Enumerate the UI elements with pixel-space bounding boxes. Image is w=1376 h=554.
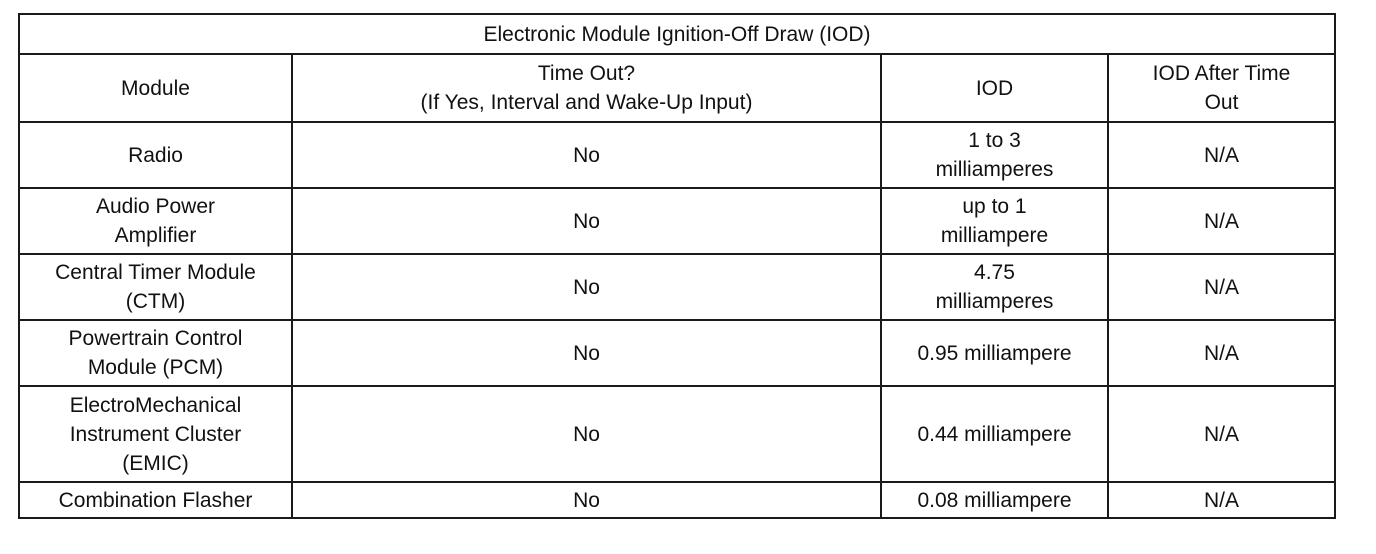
table-header-row (19, 54, 1335, 122)
module-cell: Central Timer Module (CTM) (19, 254, 292, 320)
iod-after-time-out-cell: N/A (1108, 320, 1335, 386)
table-row (19, 386, 1335, 482)
column-header-iod-after-time-out: IOD After Time Out (1108, 54, 1335, 122)
iod-cell: 0.44 milliampere (881, 386, 1108, 482)
iod-after-time-out-cell: N/A (1108, 254, 1335, 320)
iod-cell: up to 1 milliampere (881, 188, 1108, 254)
table-row (19, 254, 1335, 320)
time-out-cell: No (292, 320, 881, 386)
table-row (19, 320, 1335, 386)
time-out-cell: No (292, 482, 881, 518)
module-cell: Radio (19, 122, 292, 188)
iod-after-time-out-cell: N/A (1108, 188, 1335, 254)
table-row (19, 482, 1335, 518)
column-header-module: Module (19, 54, 292, 122)
iod-cell: 4.75 milliamperes (881, 254, 1108, 320)
iod-after-time-out-cell: N/A (1108, 386, 1335, 482)
time-out-cell: No (292, 386, 881, 482)
table-title-row (19, 14, 1335, 54)
module-cell: Audio Power Amplifier (19, 188, 292, 254)
iod-cell: 0.08 milliampere (881, 482, 1108, 518)
module-cell: Combination Flasher (19, 482, 292, 518)
column-header-time-out: Time Out? (If Yes, Interval and Wake-Up Input) (292, 54, 881, 122)
table-row (19, 188, 1335, 254)
time-out-cell: No (292, 122, 881, 188)
table-title: Electronic Module Ignition-Off Draw (IOD) (19, 14, 1335, 54)
iod-after-time-out-cell: N/A (1108, 122, 1335, 188)
time-out-cell: No (292, 188, 881, 254)
module-cell: Powertrain Control Module (PCM) (19, 320, 292, 386)
iod-table (18, 13, 1336, 519)
iod-after-time-out-cell: N/A (1108, 482, 1335, 518)
table-row (19, 122, 1335, 188)
time-out-cell: No (292, 254, 881, 320)
iod-cell: 1 to 3 milliamperes (881, 122, 1108, 188)
iod-cell: 0.95 milliampere (881, 320, 1108, 386)
module-cell: ElectroMechanical Instrument Cluster (EMIC) (19, 386, 292, 482)
column-header-iod: IOD (881, 54, 1108, 122)
